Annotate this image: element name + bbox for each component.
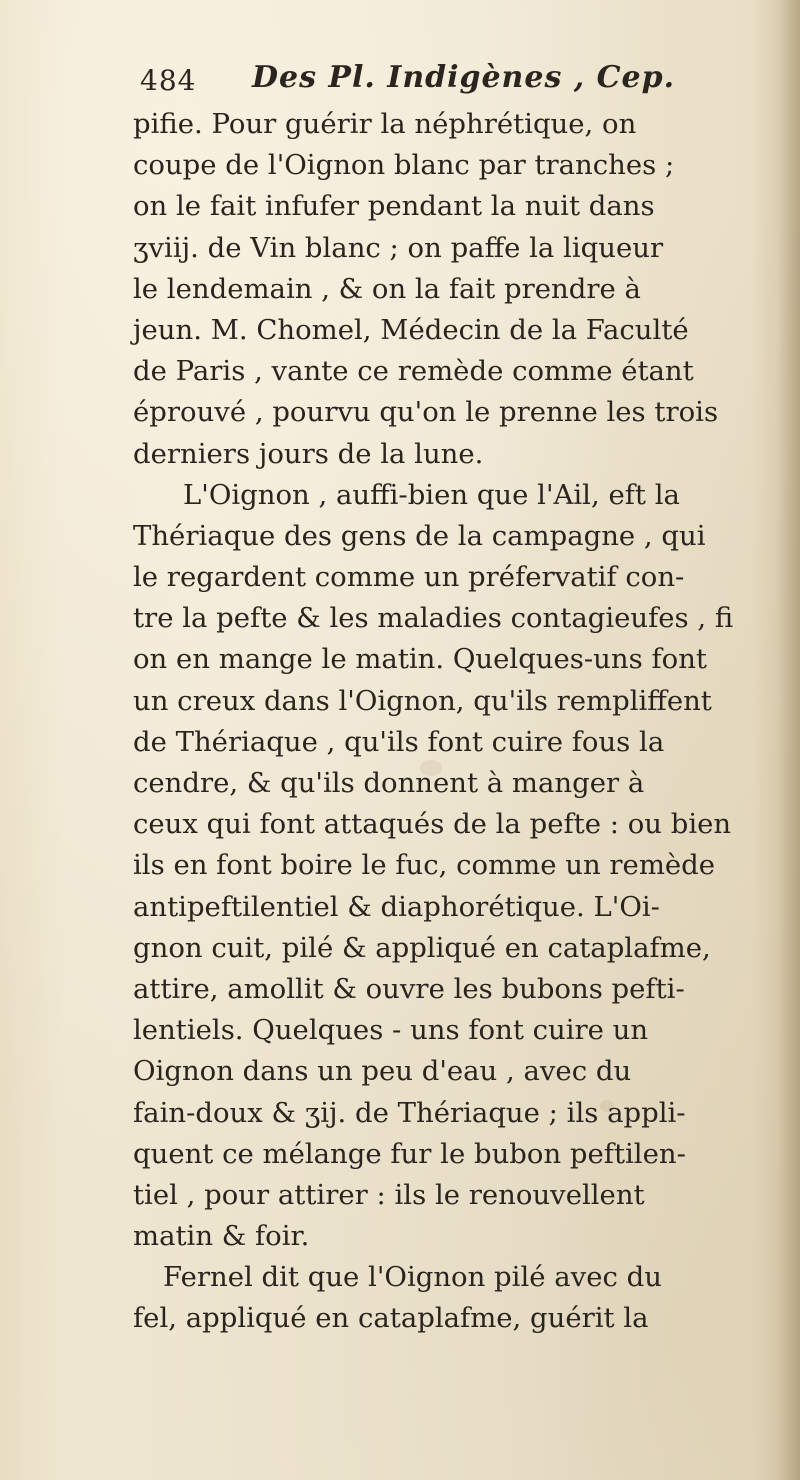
paragraph-start-line: L'Oignon , auffi-bien que l'Ail, eft la <box>183 478 680 511</box>
body-text <box>133 104 773 1340</box>
text-line: matin & foir. <box>133 1220 310 1253</box>
running-head <box>140 58 760 102</box>
text-line: on en mange le matin. Quelques-uns font <box>133 643 707 676</box>
text-line: tre la pefte & les maladies contagieufes , fi <box>133 602 734 635</box>
text-line: ʒviij. de Vin blanc ; on paffe la liqueur <box>133 231 664 264</box>
text-line: lentiels. Quelques - uns font cuire un <box>133 1014 649 1047</box>
text-line: Thériaque des gens de la campagne , qui <box>133 519 706 552</box>
text-line: pifie. Pour guérir la néphrétique, on <box>133 108 637 140</box>
text-line: de Paris , vante ce remède comme étant <box>133 355 694 388</box>
page-number: 484 <box>140 64 197 97</box>
paragraph-start-line: Fernel dit que l'Oignon pilé avec du <box>163 1261 662 1294</box>
text-line: un creux dans l'Oignon, qu'ils rempliffent <box>133 684 712 717</box>
text-line: derniers jours de la lune. <box>133 437 484 470</box>
text-line: le regardent comme un préfervatif con- <box>133 561 685 594</box>
text-line: Oignon dans un peu d'eau , avec du <box>133 1055 632 1088</box>
text-line: quent ce mélange fur le bubon peftilen- <box>133 1137 686 1170</box>
text-line: tiel , pour attirer : ils le renouvellent <box>133 1178 645 1211</box>
text-line: fain-doux & ʒij. de Thériaque ; ils appli- <box>133 1096 686 1129</box>
text-line: éprouvé , pourvu qu'on le prenne les trois <box>133 396 719 429</box>
running-title: Des Pl. Indigènes , Cep. <box>252 60 676 95</box>
text-line: de Thériaque , qu'ils font cuire fous la <box>133 725 665 758</box>
text-line: coupe de l'Oignon blanc par tranches ; <box>133 149 675 182</box>
text-line: jeun. M. Chomel, Médecin de la Faculté <box>133 313 689 346</box>
text-line: antipeftilentiel & diaphorétique. L'Oi- <box>133 890 660 923</box>
page-edge-shadow <box>778 0 800 1480</box>
text-line: le lendemain , & on la fait prendre à <box>133 272 641 305</box>
text-line: gnon cuit, pilé & appliqué en cataplafme, <box>133 931 711 964</box>
text-line: on le fait infufer pendant la nuit dans <box>133 190 655 223</box>
text-line: ils en font boire le fuc, comme un remède <box>133 849 716 882</box>
text-line: cendre, & qu'ils donnent à manger à <box>133 767 645 799</box>
text-line: ceux qui font attaqués de la pefte : ou bien <box>133 808 732 841</box>
text-line: attire, amollit & ouvre les bubons pefti- <box>133 972 685 1005</box>
text-line: fel, appliqué en cataplafme, guérit la <box>133 1302 649 1335</box>
